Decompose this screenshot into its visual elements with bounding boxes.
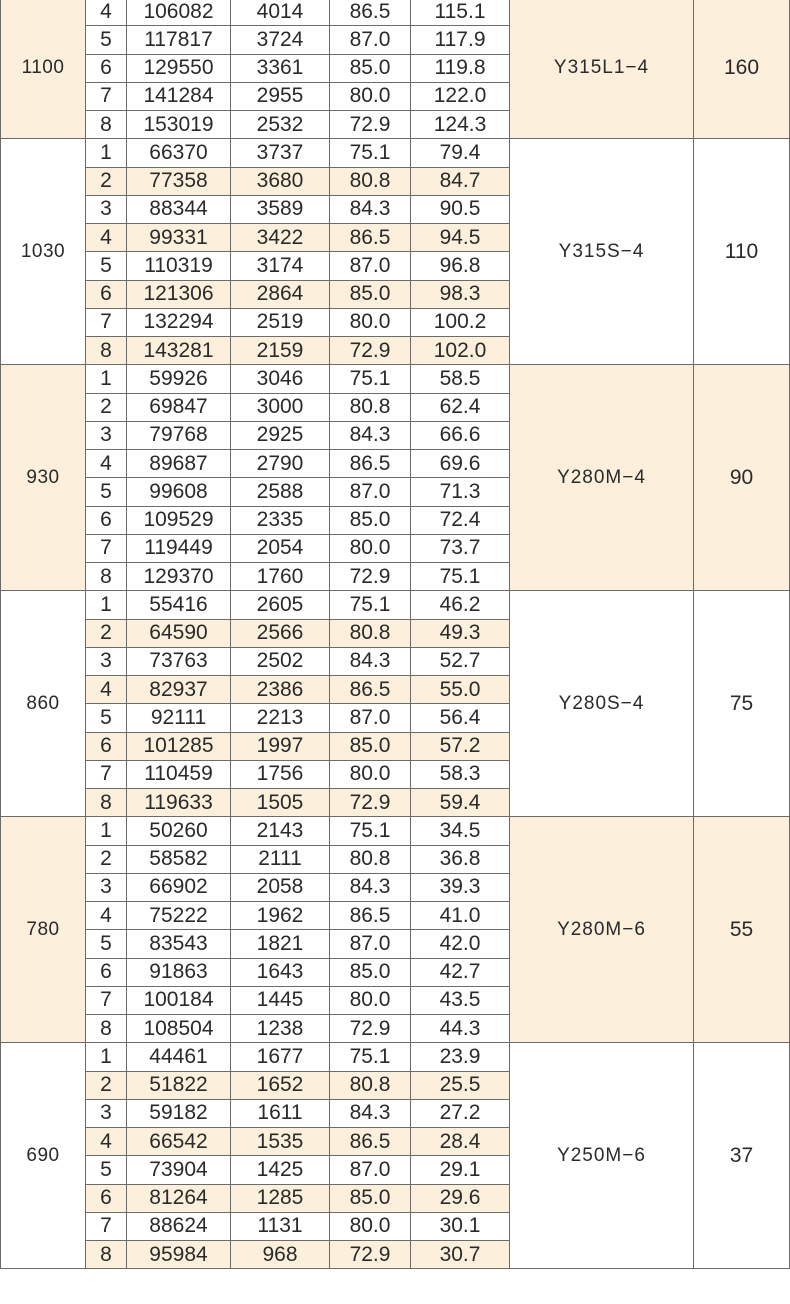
row-number-cell: 2: [86, 619, 127, 647]
row-number-cell: 7: [86, 82, 127, 110]
efficiency-cell: 80.8: [330, 167, 411, 195]
flow-cell: 109529: [127, 506, 231, 534]
pressure-cell: 2143: [231, 817, 330, 845]
pressure-cell: 1425: [231, 1156, 330, 1184]
row-number-cell: 7: [86, 760, 127, 788]
shaft-power-cell: 42.0: [411, 930, 510, 958]
flow-cell: 59182: [127, 1099, 231, 1127]
flow-cell: 99331: [127, 224, 231, 252]
shaft-power-cell: 55.0: [411, 676, 510, 704]
flow-cell: 129370: [127, 563, 231, 591]
row-number-cell: 6: [86, 280, 127, 308]
shaft-power-cell: 122.0: [411, 82, 510, 110]
shaft-power-cell: 34.5: [411, 817, 510, 845]
pressure-cell: 968: [231, 1241, 330, 1269]
efficiency-cell: 80.0: [330, 534, 411, 562]
efficiency-cell: 72.9: [330, 1015, 411, 1043]
pressure-cell: 2566: [231, 619, 330, 647]
pressure-cell: 3046: [231, 365, 330, 393]
shaft-power-cell: 75.1: [411, 563, 510, 591]
efficiency-cell: 85.0: [330, 506, 411, 534]
row-number-cell: 6: [86, 506, 127, 534]
efficiency-cell: 85.0: [330, 54, 411, 82]
pressure-cell: 1505: [231, 789, 330, 817]
row-number-cell: 1: [86, 1043, 127, 1071]
row-number-cell: 7: [86, 986, 127, 1014]
efficiency-cell: 80.0: [330, 986, 411, 1014]
shaft-power-cell: 119.8: [411, 54, 510, 82]
row-number-cell: 7: [86, 534, 127, 562]
motor-model-cell: Y280S−4: [510, 591, 694, 817]
row-number-cell: 8: [86, 1241, 127, 1269]
efficiency-cell: 86.5: [330, 224, 411, 252]
pressure-cell: 1962: [231, 902, 330, 930]
efficiency-cell: 72.9: [330, 789, 411, 817]
flow-cell: 88624: [127, 1212, 231, 1240]
flow-cell: 66370: [127, 139, 231, 167]
shaft-power-cell: 30.1: [411, 1212, 510, 1240]
efficiency-cell: 84.3: [330, 195, 411, 223]
efficiency-cell: 72.9: [330, 1241, 411, 1269]
group-value-cell: 930: [1, 365, 86, 591]
flow-cell: 117817: [127, 26, 231, 54]
motor-power-cell: 75: [694, 591, 790, 817]
group-value-cell: 1030: [1, 139, 86, 365]
pressure-cell: 1238: [231, 1015, 330, 1043]
group-value-cell: 860: [1, 591, 86, 817]
pressure-cell: 2213: [231, 704, 330, 732]
shaft-power-cell: 52.7: [411, 647, 510, 675]
row-number-cell: 3: [86, 1099, 127, 1127]
pressure-cell: 4014: [231, 0, 330, 26]
flow-cell: 58582: [127, 845, 231, 873]
row-number-cell: 8: [86, 563, 127, 591]
row-number-cell: 6: [86, 958, 127, 986]
efficiency-cell: 80.0: [330, 760, 411, 788]
efficiency-cell: 84.3: [330, 421, 411, 449]
efficiency-cell: 84.3: [330, 873, 411, 901]
row-number-cell: 4: [86, 676, 127, 704]
efficiency-cell: 86.5: [330, 902, 411, 930]
efficiency-cell: 80.0: [330, 1212, 411, 1240]
flow-cell: 106082: [127, 0, 231, 26]
pressure-cell: 2054: [231, 534, 330, 562]
efficiency-cell: 75.1: [330, 817, 411, 845]
row-number-cell: 1: [86, 591, 127, 619]
shaft-power-cell: 94.5: [411, 224, 510, 252]
shaft-power-cell: 30.7: [411, 1241, 510, 1269]
row-number-cell: 4: [86, 0, 127, 26]
efficiency-cell: 87.0: [330, 704, 411, 732]
efficiency-cell: 72.9: [330, 337, 411, 365]
shaft-power-cell: 28.4: [411, 1128, 510, 1156]
pressure-cell: 2159: [231, 337, 330, 365]
pressure-cell: 1652: [231, 1071, 330, 1099]
pressure-cell: 2955: [231, 82, 330, 110]
pressure-cell: 2335: [231, 506, 330, 534]
pressure-cell: 3589: [231, 195, 330, 223]
pressure-cell: 3000: [231, 393, 330, 421]
flow-cell: 108504: [127, 1015, 231, 1043]
shaft-power-cell: 69.6: [411, 450, 510, 478]
efficiency-cell: 80.8: [330, 1071, 411, 1099]
efficiency-cell: 80.8: [330, 619, 411, 647]
pressure-cell: 2532: [231, 111, 330, 139]
pressure-cell: 1285: [231, 1184, 330, 1212]
row-number-cell: 5: [86, 26, 127, 54]
shaft-power-cell: 98.3: [411, 280, 510, 308]
row-number-cell: 5: [86, 252, 127, 280]
flow-cell: 110459: [127, 760, 231, 788]
efficiency-cell: 84.3: [330, 1099, 411, 1127]
flow-cell: 100184: [127, 986, 231, 1014]
efficiency-cell: 80.8: [330, 393, 411, 421]
shaft-power-cell: 124.3: [411, 111, 510, 139]
flow-cell: 143281: [127, 337, 231, 365]
efficiency-cell: 87.0: [330, 930, 411, 958]
flow-cell: 121306: [127, 280, 231, 308]
flow-cell: 88344: [127, 195, 231, 223]
shaft-power-cell: 115.1: [411, 0, 510, 26]
motor-power-cell: 55: [694, 817, 790, 1043]
pressure-cell: 3422: [231, 224, 330, 252]
efficiency-cell: 72.9: [330, 563, 411, 591]
group-value-cell: 690: [1, 1043, 86, 1269]
efficiency-cell: 87.0: [330, 26, 411, 54]
row-number-cell: 5: [86, 930, 127, 958]
shaft-power-cell: 102.0: [411, 337, 510, 365]
shaft-power-cell: 79.4: [411, 139, 510, 167]
efficiency-cell: 85.0: [330, 958, 411, 986]
row-number-cell: 8: [86, 789, 127, 817]
row-number-cell: 4: [86, 224, 127, 252]
pressure-cell: 3724: [231, 26, 330, 54]
pressure-cell: 1535: [231, 1128, 330, 1156]
table-row: [1, 591, 790, 619]
flow-cell: 141284: [127, 82, 231, 110]
pressure-cell: 2058: [231, 873, 330, 901]
pressure-cell: 1821: [231, 930, 330, 958]
row-number-cell: 8: [86, 111, 127, 139]
efficiency-cell: 87.0: [330, 1156, 411, 1184]
table-body: [1, 0, 790, 1269]
efficiency-cell: 75.1: [330, 365, 411, 393]
shaft-power-cell: 90.5: [411, 195, 510, 223]
flow-cell: 83543: [127, 930, 231, 958]
row-number-cell: 8: [86, 1015, 127, 1043]
row-number-cell: 2: [86, 1071, 127, 1099]
shaft-power-cell: 23.9: [411, 1043, 510, 1071]
shaft-power-cell: 71.3: [411, 478, 510, 506]
efficiency-cell: 80.0: [330, 308, 411, 336]
motor-model-cell: Y315L1−4: [510, 0, 694, 139]
pressure-cell: 2386: [231, 676, 330, 704]
flow-cell: 119633: [127, 789, 231, 817]
flow-cell: 64590: [127, 619, 231, 647]
pressure-cell: 2588: [231, 478, 330, 506]
row-number-cell: 2: [86, 167, 127, 195]
shaft-power-cell: 39.3: [411, 873, 510, 901]
efficiency-cell: 80.0: [330, 82, 411, 110]
efficiency-cell: 75.1: [330, 1043, 411, 1071]
pressure-cell: 2790: [231, 450, 330, 478]
flow-cell: 66542: [127, 1128, 231, 1156]
row-number-cell: 3: [86, 195, 127, 223]
flow-cell: 82937: [127, 676, 231, 704]
row-number-cell: 3: [86, 873, 127, 901]
shaft-power-cell: 66.6: [411, 421, 510, 449]
flow-cell: 77358: [127, 167, 231, 195]
flow-cell: 110319: [127, 252, 231, 280]
motor-power-cell: 90: [694, 365, 790, 591]
flow-cell: 132294: [127, 308, 231, 336]
flow-cell: 89687: [127, 450, 231, 478]
flow-cell: 119449: [127, 534, 231, 562]
pressure-cell: 1131: [231, 1212, 330, 1240]
pressure-cell: 1756: [231, 760, 330, 788]
row-number-cell: 7: [86, 308, 127, 336]
shaft-power-cell: 58.5: [411, 365, 510, 393]
pressure-cell: 1997: [231, 732, 330, 760]
efficiency-cell: 86.5: [330, 450, 411, 478]
row-number-cell: 5: [86, 704, 127, 732]
pressure-cell: 1760: [231, 563, 330, 591]
shaft-power-cell: 29.6: [411, 1184, 510, 1212]
pressure-cell: 3174: [231, 252, 330, 280]
shaft-power-cell: 44.3: [411, 1015, 510, 1043]
motor-model-cell: Y280M−6: [510, 817, 694, 1043]
flow-cell: 95984: [127, 1241, 231, 1269]
shaft-power-cell: 25.5: [411, 1071, 510, 1099]
table-row: [1, 365, 790, 393]
pressure-cell: 2519: [231, 308, 330, 336]
efficiency-cell: 85.0: [330, 1184, 411, 1212]
flow-cell: 75222: [127, 902, 231, 930]
motor-model-cell: Y250M−6: [510, 1043, 694, 1269]
table-row: [1, 1043, 790, 1071]
shaft-power-cell: 100.2: [411, 308, 510, 336]
flow-cell: 73904: [127, 1156, 231, 1184]
shaft-power-cell: 41.0: [411, 902, 510, 930]
shaft-power-cell: 56.4: [411, 704, 510, 732]
motor-power-cell: 110: [694, 139, 790, 365]
shaft-power-cell: 117.9: [411, 26, 510, 54]
efficiency-cell: 72.9: [330, 111, 411, 139]
flow-cell: 59926: [127, 365, 231, 393]
motor-model-cell: Y315S−4: [510, 139, 694, 365]
row-number-cell: 8: [86, 337, 127, 365]
pressure-cell: 2605: [231, 591, 330, 619]
pressure-cell: 2925: [231, 421, 330, 449]
row-number-cell: 4: [86, 1128, 127, 1156]
row-number-cell: 3: [86, 647, 127, 675]
row-number-cell: 2: [86, 845, 127, 873]
shaft-power-cell: 62.4: [411, 393, 510, 421]
efficiency-cell: 85.0: [330, 732, 411, 760]
efficiency-cell: 80.8: [330, 845, 411, 873]
pressure-cell: 1643: [231, 958, 330, 986]
flow-cell: 50260: [127, 817, 231, 845]
pressure-cell: 3680: [231, 167, 330, 195]
shaft-power-cell: 49.3: [411, 619, 510, 647]
shaft-power-cell: 73.7: [411, 534, 510, 562]
shaft-power-cell: 72.4: [411, 506, 510, 534]
efficiency-cell: 86.5: [330, 676, 411, 704]
efficiency-cell: 87.0: [330, 478, 411, 506]
shaft-power-cell: 27.2: [411, 1099, 510, 1127]
flow-cell: 66902: [127, 873, 231, 901]
group-value-cell: 1100: [1, 0, 86, 139]
flow-cell: 91863: [127, 958, 231, 986]
flow-cell: 51822: [127, 1071, 231, 1099]
pressure-cell: 1445: [231, 986, 330, 1014]
row-number-cell: 4: [86, 902, 127, 930]
shaft-power-cell: 43.5: [411, 986, 510, 1014]
row-number-cell: 6: [86, 1184, 127, 1212]
table-row: [1, 139, 790, 167]
efficiency-cell: 86.5: [330, 0, 411, 26]
pressure-cell: 3361: [231, 54, 330, 82]
efficiency-cell: 75.1: [330, 591, 411, 619]
row-number-cell: 1: [86, 139, 127, 167]
shaft-power-cell: 36.8: [411, 845, 510, 873]
flow-cell: 55416: [127, 591, 231, 619]
pressure-cell: 1677: [231, 1043, 330, 1071]
shaft-power-cell: 84.7: [411, 167, 510, 195]
pressure-cell: 2502: [231, 647, 330, 675]
shaft-power-cell: 59.4: [411, 789, 510, 817]
row-number-cell: 1: [86, 365, 127, 393]
pressure-cell: 2864: [231, 280, 330, 308]
flow-cell: 92111: [127, 704, 231, 732]
efficiency-cell: 75.1: [330, 139, 411, 167]
efficiency-cell: 85.0: [330, 280, 411, 308]
flow-cell: 73763: [127, 647, 231, 675]
efficiency-cell: 87.0: [330, 252, 411, 280]
flow-cell: 101285: [127, 732, 231, 760]
row-number-cell: 5: [86, 1156, 127, 1184]
row-number-cell: 6: [86, 54, 127, 82]
row-number-cell: 1: [86, 817, 127, 845]
shaft-power-cell: 46.2: [411, 591, 510, 619]
motor-power-cell: 160: [694, 0, 790, 139]
row-number-cell: 4: [86, 450, 127, 478]
efficiency-cell: 84.3: [330, 647, 411, 675]
flow-cell: 81264: [127, 1184, 231, 1212]
row-number-cell: 5: [86, 478, 127, 506]
table-row: [1, 0, 790, 26]
shaft-power-cell: 96.8: [411, 252, 510, 280]
shaft-power-cell: 29.1: [411, 1156, 510, 1184]
motor-power-cell: 37: [694, 1043, 790, 1269]
shaft-power-cell: 58.3: [411, 760, 510, 788]
flow-cell: 153019: [127, 111, 231, 139]
flow-cell: 129550: [127, 54, 231, 82]
pressure-cell: 1611: [231, 1099, 330, 1127]
flow-cell: 79768: [127, 421, 231, 449]
row-number-cell: 2: [86, 393, 127, 421]
flow-cell: 69847: [127, 393, 231, 421]
pressure-cell: 3737: [231, 139, 330, 167]
efficiency-cell: 86.5: [330, 1128, 411, 1156]
table-row: [1, 817, 790, 845]
flow-cell: 99608: [127, 478, 231, 506]
group-value-cell: 780: [1, 817, 86, 1043]
row-number-cell: 3: [86, 421, 127, 449]
shaft-power-cell: 42.7: [411, 958, 510, 986]
flow-cell: 44461: [127, 1043, 231, 1071]
row-number-cell: 7: [86, 1212, 127, 1240]
pressure-cell: 2111: [231, 845, 330, 873]
motor-model-cell: Y280M−4: [510, 365, 694, 591]
shaft-power-cell: 57.2: [411, 732, 510, 760]
row-number-cell: 6: [86, 732, 127, 760]
